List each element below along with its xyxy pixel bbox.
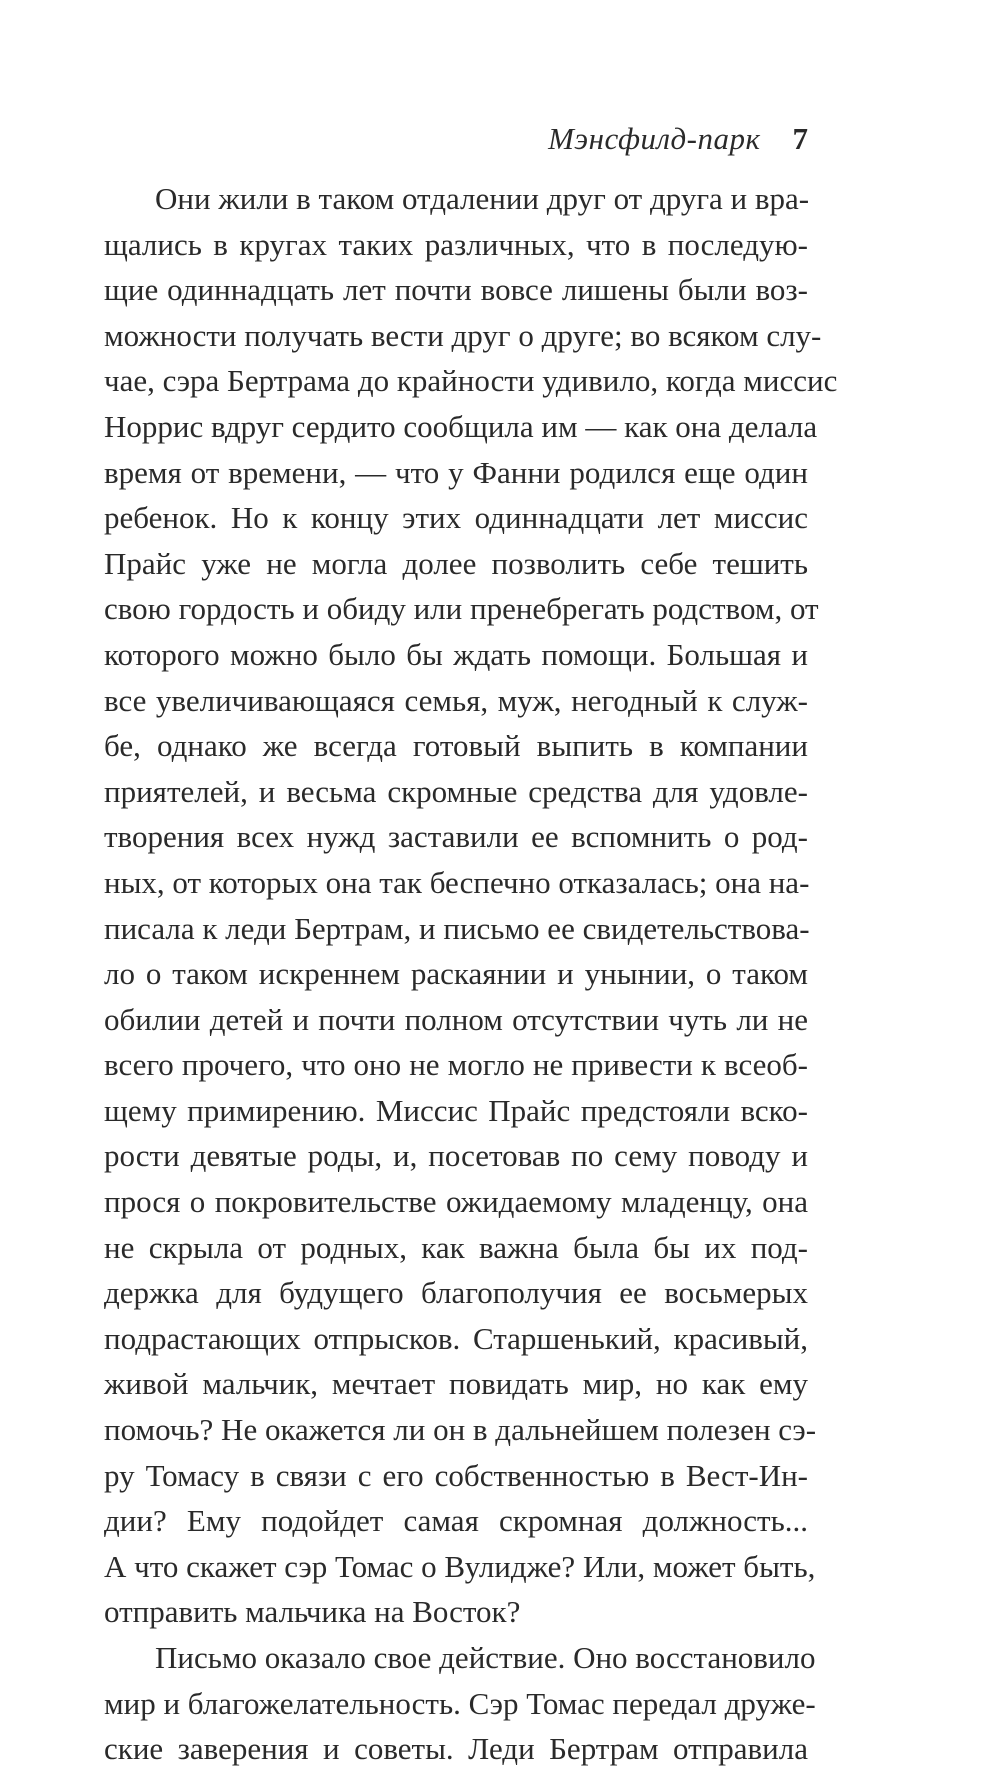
text-line: Письмо оказало свое действие. Оно восстановило	[155, 1640, 816, 1675]
text-line: ру Томасу в связи с его собственностью в Вест-Ин-	[104, 1457, 808, 1493]
text-line: можности получать вести друг о друге; во всяком слу-	[104, 317, 822, 353]
text-line: ных, от которых она так беспечно отказалась; она на-	[104, 864, 810, 900]
text-line: мир и благожелательность. Сэр Томас передал друже-	[104, 1685, 816, 1721]
text-line: щие одиннадцать лет почти вовсе лишены были воз-	[104, 272, 808, 308]
text-line: всего прочего, что оно не могло не привести к всеоб-	[104, 1047, 808, 1083]
text-line: обилии детей и почти полном отсутствии чуть ли не	[104, 1001, 808, 1037]
text-line: рости девятые роды, и, посетовав по сему поводу и	[104, 1138, 808, 1174]
text-line: ло о таком искреннем раскаянии и унынии, о таком	[104, 956, 808, 992]
text-line: Норрис вдруг сердито сообщила им — как она делала	[104, 408, 818, 444]
text-line: щему примирению. Миссис Прайс предстояли вско-	[104, 1092, 808, 1128]
text-line: творения всех нужд заставили ее вспомнить о род-	[104, 819, 808, 855]
text-line: живой мальчик, мечтает повидать мир, но как ему	[104, 1366, 808, 1402]
text-line: которого можно было бы ждать помощи. Большая и	[104, 636, 808, 672]
running-title: Мэнсфилд-парк	[548, 121, 761, 156]
text-line: подрастающих отпрысков. Старшенький, красивый,	[104, 1320, 808, 1356]
text-line: держка для будущего благополучия ее восьмерых	[104, 1275, 808, 1311]
text-line: ребенок. Но к концу этих одиннадцати лет миссис	[104, 500, 808, 536]
text-line: прося о покровительстве ожидаемому младенцу, она	[104, 1184, 808, 1220]
page-number: 7	[792, 121, 808, 156]
text-line: Прайс уже не могла долее позволить себе тешить	[104, 545, 808, 581]
text-line: отправить мальчика на Восток?	[104, 1594, 521, 1630]
text-line: чае, сэра Бертрама до крайности удивило, когда миссис	[104, 363, 838, 399]
text-line: писала к леди Бертрам, и письмо ее свидетельствова-	[104, 910, 810, 946]
text-line: Они жили в таком отдалении друг от друга и вра-	[155, 181, 810, 216]
body-text	[104, 176, 838, 1772]
text-line: свою гордость и обиду или пренебрегать родством, от	[104, 591, 819, 627]
text-line: все увеличивающаяся семья, муж, негодный к служ-	[104, 682, 808, 718]
text-line: помочь? Не окажется ли он в дальнейшем полезен сэ-	[104, 1412, 817, 1448]
text-line: время от времени, — что у Фанни родился еще один	[104, 454, 808, 490]
text-line: дии? Ему подойдет самая скромная должность...	[104, 1503, 808, 1539]
text-line: А что скажет сэр Томас о Вулидже? Или, может быть,	[104, 1548, 816, 1584]
text-line: ские заверения и советы. Леди Бертрам отправила	[104, 1731, 808, 1767]
text-line: щались в кругах таких различных, что в последую-	[104, 226, 808, 262]
text-line: приятелей, и весьма скромные средства для удовле-	[104, 773, 808, 809]
text-line: бе, однако же всегда готовый выпить в компании	[104, 728, 808, 764]
paragraph	[104, 1635, 816, 1772]
text-line: не скрыла от родных, как важна была бы их под-	[104, 1229, 808, 1265]
running-header	[100, 118, 808, 160]
paragraph	[104, 176, 838, 1635]
